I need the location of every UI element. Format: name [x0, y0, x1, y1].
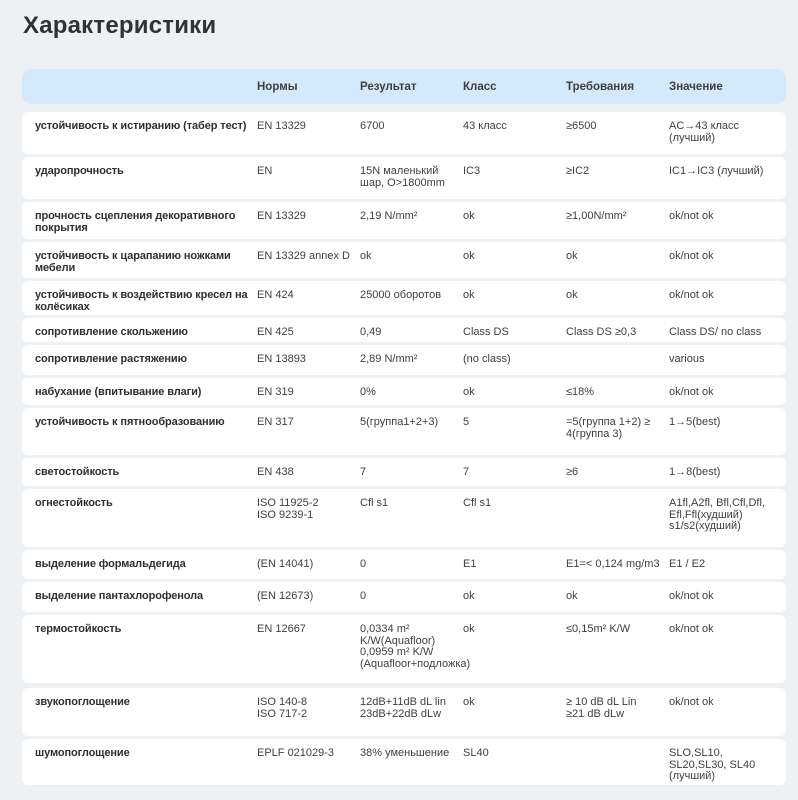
row-norm: EN — [257, 165, 273, 177]
row-value: various — [669, 353, 705, 365]
row-requirement: ≥ 10 dB dL Lin ≥21 dB dLw — [566, 696, 637, 720]
row-result: ok — [360, 250, 372, 262]
row-name: сопротивление растяжению — [35, 353, 187, 365]
row-requirement: ≥6500 — [566, 120, 597, 132]
row-norm: EN 13329 — [257, 120, 306, 132]
row-result: 6700 — [360, 120, 385, 132]
row-name: набухание (впитывание влаги) — [35, 386, 202, 398]
row-name: устойчивость к царапанию ножками мебели — [35, 250, 231, 274]
row-norm: EN 425 — [257, 326, 294, 338]
row-class: 5 — [463, 416, 470, 428]
row-result: 2,19 N/mm² — [360, 210, 418, 222]
row-class: ok — [463, 289, 475, 301]
row-requirement: ≤0,15m² K/W — [566, 623, 631, 635]
row-result: 0,0334 m² K/W(Aquafloor) 0,0959 m² K/W (Aquafloor+подложка) — [360, 623, 471, 670]
row-requirement: ≤18% — [566, 386, 595, 398]
row-name: ударопрочность — [35, 165, 124, 177]
row-name: прочность сцепления декоративного покрытия — [35, 210, 236, 234]
row-value: SLO,SL10, SL20,SL30, SL40 (лучший) — [669, 747, 756, 782]
row-norm: EN 317 — [257, 416, 294, 428]
row-result: 12dB+11dB dL lin 23dB+22dB dLw — [360, 696, 446, 720]
row-requirement: ≥IC2 — [566, 165, 590, 177]
column-header-norms: Нормы — [257, 81, 298, 93]
row-norm: EN 12667 — [257, 623, 306, 635]
row-result: 5(группа1+2+3) — [360, 416, 439, 428]
row-name: устойчивость к пятнообразованию — [35, 416, 225, 428]
row-value: 1→5(best) — [669, 416, 721, 428]
row-class: SL40 — [463, 747, 489, 759]
row-class: Cfl s1 — [463, 497, 492, 509]
row-class: E1 — [463, 558, 477, 570]
row-value: ok/not ok — [669, 289, 714, 301]
row-requirement: ≥6 — [566, 466, 579, 478]
row-norm: EPLF 021029-3 — [257, 747, 335, 759]
column-header-requirements: Требования — [566, 81, 635, 93]
row-result: 0,49 — [360, 326, 382, 338]
row-result: 25000 оборотов — [360, 289, 442, 301]
row-name: устойчивость к воздействию кресел на колёсиках — [35, 289, 248, 313]
row-class: (no class) — [463, 353, 511, 365]
row-value: ok/not ok — [669, 386, 714, 398]
row-result: 0% — [360, 386, 376, 398]
column-header-result: Результат — [360, 81, 417, 93]
row-value: Class DS/ no class — [669, 326, 762, 338]
row-requirement: ok — [566, 289, 578, 301]
row-value: A1fl,A2fl, Bfl,Cfl,Dfl, Efl,Ffl(худший) s1/s2(худший) — [669, 497, 765, 532]
row-result: 2,89 N/mm² — [360, 353, 418, 365]
row-class: ok — [463, 623, 475, 635]
row-requirement: ≥1,00N/mm² — [566, 210, 627, 222]
row-requirement: E1=< 0,124 mg/m3 — [566, 558, 660, 570]
row-result: Cfl s1 — [360, 497, 389, 509]
row-result: 38% уменьшение — [360, 747, 450, 759]
column-header-class: Класс — [463, 81, 497, 93]
row-class: ok — [463, 696, 475, 708]
row-class: ok — [463, 210, 475, 222]
row-norm: ISO 11925-2 ISO 9239-1 — [257, 497, 319, 521]
row-value: ok/not ok — [669, 210, 714, 222]
page-title: Характеристики — [23, 12, 217, 39]
row-value: ok/not ok — [669, 696, 714, 708]
row-name: сопротивление скольжению — [35, 326, 188, 338]
row-result: 0 — [360, 558, 367, 570]
row-name: выделение пантахлорофенола — [35, 590, 204, 602]
row-value: AC→43 класс (лучший) — [669, 120, 740, 144]
row-norm: EN 13329 — [257, 210, 306, 222]
row-name: светостойкость — [35, 466, 120, 478]
row-name: звукопоглощение — [35, 696, 130, 708]
row-value: ok/not ok — [669, 250, 714, 262]
row-norm: EN 319 — [257, 386, 294, 398]
row-value: ok/not ok — [669, 623, 714, 635]
row-norm: EN 438 — [257, 466, 294, 478]
row-requirement: ok — [566, 590, 578, 602]
row-value: E1 / E2 — [669, 558, 706, 570]
row-class: 43 класс — [463, 120, 507, 132]
row-class: Class DS — [463, 326, 509, 338]
row-name: огнестойкость — [35, 497, 113, 509]
row-requirement: Class DS ≥0,3 — [566, 326, 637, 338]
row-class: ok — [463, 386, 475, 398]
row-value: ok/not ok — [669, 590, 714, 602]
column-header-value: Значение — [669, 81, 723, 93]
row-name: выделение формальдегида — [35, 558, 186, 570]
row-norm: EN 13893 — [257, 353, 306, 365]
row-norm: ISO 140-8 ISO 717-2 — [257, 696, 308, 720]
row-requirement: =5(группа 1+2) ≥ 4(группа 3) — [566, 416, 651, 440]
row-class: 7 — [463, 466, 470, 478]
row-name: шумопоглощение — [35, 747, 130, 759]
row-value: IC1→IC3 (лучший) — [669, 165, 764, 177]
row-norm: (EN 12673) — [257, 590, 314, 602]
row-result: 0 — [360, 590, 367, 602]
row-norm: (EN 14041) — [257, 558, 314, 570]
row-class: ok — [463, 250, 475, 262]
row-result: 7 — [360, 466, 367, 478]
row-result: 15N маленький шар, O>1800mm — [360, 165, 445, 189]
row-value: 1→8(best) — [669, 466, 721, 478]
row-requirement: ok — [566, 250, 578, 262]
row-class: ok — [463, 590, 475, 602]
row-norm: EN 13329 annex D — [257, 250, 350, 262]
row-name: термостойкость — [35, 623, 122, 635]
row-name: устойчивость к истиранию (табер тест) — [35, 120, 247, 132]
row-class: IC3 — [463, 165, 481, 177]
row-norm: EN 424 — [257, 289, 294, 301]
